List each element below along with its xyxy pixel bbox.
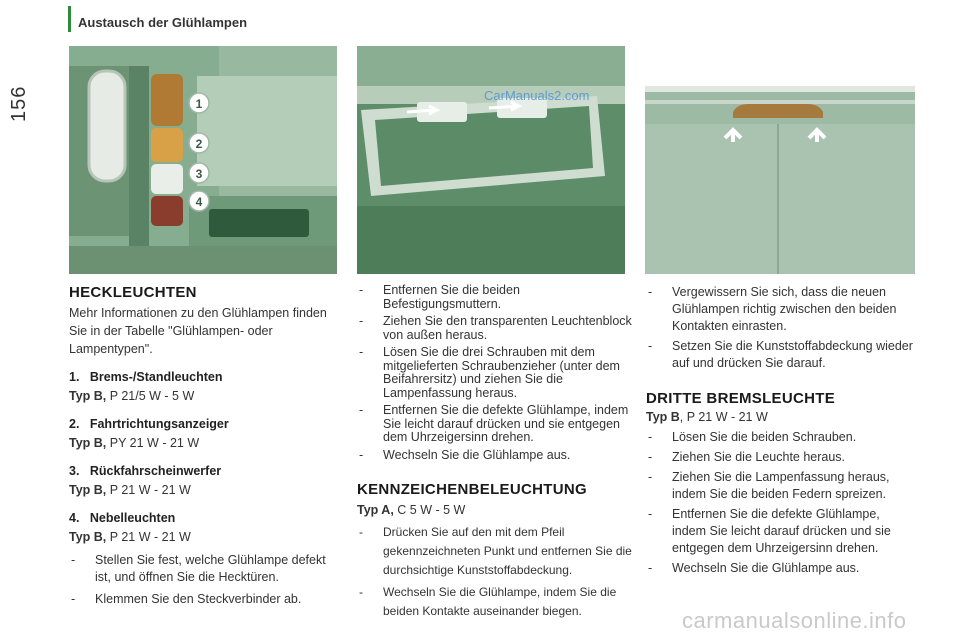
list-item: - Lösen Sie die drei Schrauben mit dem mitgelieferten Schraubenzieher (unter dem Beifahrersitz) und ziehen Sie die Lampenfassung heraus. [357,346,632,400]
type-label: Typ B, [69,389,107,403]
type-label: Typ B [646,410,680,424]
third-brake-light-photo [645,46,915,274]
list-item: - Entfernen Sie die defekte Glühlampe, indem Sie leicht darauf drücken und sie entgegen dem Uhrzeigersinn drehen. [357,404,632,445]
step-list [646,429,916,577]
type-label: Typ B, [69,436,107,450]
header-accent-bar [68,6,71,32]
list-item: - Klemmen Sie den Steckverbinder ab. [69,591,339,608]
type-label: Typ A, [357,503,394,517]
type-value: P 21 W - 21 W [106,530,191,544]
page-number: 156 [8,85,30,122]
list-item: - Ziehen Sie den transparenten Leuchtenblock von außen heraus. [357,315,632,342]
list-item: - Stellen Sie fest, welche Glühlampe defekt ist, und öffnen Sie die Hecktüren. [69,552,339,586]
intro-text: Mehr Informationen zu den Glühlampen finden Sie in der Tabelle "Glühlampen- oder Lampentypen". [69,306,327,356]
section-heading-dritte-bremsleuchte: DRITTE BREMSLEUCHTE [646,390,836,407]
list-item: - Drücken Sie auf den mit dem Pfeil gekennzeichneten Punkt und entfernen Sie die durchsichtige Kunststoffabdeckung. [357,523,632,580]
type-value: P 21/5 W - 5 W [106,389,195,403]
list-item: - Ziehen Sie die Leuchte heraus. [646,449,916,466]
list-item: - Lösen Sie die beiden Schrauben. [646,429,916,446]
bulb-item-title: 4. Nebelleuchten [69,511,176,525]
type-label: Typ B, [69,483,107,497]
type-label: Typ B, [69,530,107,544]
callout-4: 4 [195,195,203,209]
list-item: - Entfernen Sie die defekte Glühlampe, indem Sie leicht darauf drücken und sie entgegen dem Uhrzeigersinn drehen. [646,506,916,557]
type-value: C 5 W - 5 W [393,503,466,517]
bulb-item-title: 3. Rückfahrscheinwerfer [69,464,222,478]
column-third-brake-light [646,284,916,577]
step-list [69,552,339,608]
bulb-item-4 [69,511,339,546]
watermark-top: CarManuals2.com [484,88,590,103]
license-plate-light-photo [357,46,625,274]
column-license-plate [357,284,632,621]
list-item: - Wechseln Sie die Glühlampe aus. [646,560,916,577]
list-item: - Setzen Sie die Kunststoffabdeckung wieder auf und drücken Sie darauf. [646,338,916,372]
watermark-bottom: carmanualsonline.info [682,608,907,633]
step-list [357,284,632,462]
list-item: - Entfernen Sie die beiden Befestigungsmuttern. [357,284,632,311]
callout-1: 1 [195,97,203,111]
type-value: P 21 W - 21 W [106,483,191,497]
list-item: - Vergewissern Sie sich, dass die neuen Glühlampen richtig zwischen den beiden Kontakten einrasten. [646,284,916,335]
callout-2: 2 [195,137,203,151]
callout-3: 3 [195,167,203,181]
rear-lights-photo [69,46,337,274]
bulb-item-3 [69,464,339,499]
page-number-wrap [4,82,34,126]
type-value: , P 21 W - 21 W [679,410,768,424]
section-heading-heckleuchten: HECKLEUCHTEN [69,284,197,301]
column-rear-lights [69,284,339,608]
bulb-item-2 [69,417,339,452]
step-list [357,523,632,621]
list-item: - Ziehen Sie die Lampenfassung heraus, indem Sie die beiden Federn spreizen. [646,469,916,503]
page-header-title: Austausch der Glühlampen [78,15,248,30]
list-item: - Wechseln Sie die Glühlampe aus. [357,449,632,463]
bulb-item-title: 1. Brems-/Standleuchten [69,370,223,384]
bulb-item-1 [69,370,339,405]
bulb-item-title: 2. Fahrtrichtungsanzeiger [69,417,229,431]
section-heading-kennzeichen: KENNZEICHENBELEUCHTUNG [357,481,587,498]
list-item: - Wechseln Sie die Glühlampe, indem Sie die beiden Kontakte auseinander biegen. [357,583,632,621]
step-list [646,284,916,372]
type-value: PY 21 W - 21 W [106,436,200,450]
